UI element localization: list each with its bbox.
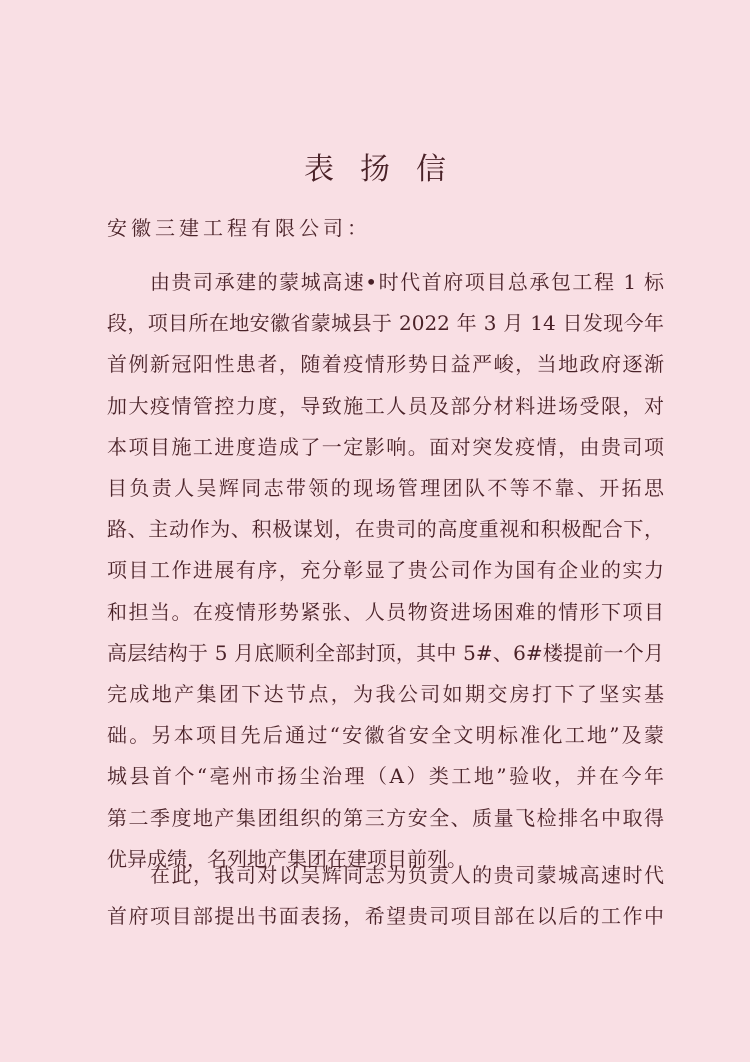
text-line: 和担当。在疫情形势紧张、人员物资进场困难的情形下项目 — [107, 599, 664, 624]
salutation: 安徽三建工程有限公司： — [107, 216, 371, 240]
text-line: 本项目施工进度造成了一定影响。面对突发疫情，由贵司项 — [107, 434, 664, 459]
text-line: 段，项目所在地安徽省蒙城县于 2022 年 3 月 14 日发现今年 — [107, 311, 664, 336]
text-line: 路、主动作为、积极谋划，在贵司的高度重视和积极配合下， — [107, 517, 664, 542]
text-line: 完成地产集团下达节点，为我公司如期交房打下了坚实基 — [107, 682, 664, 706]
text-line: 首府项目部提出书面表扬，希望贵司项目部在以后的工作中 — [107, 904, 664, 929]
text-line: 加大疫情管控力度，导致施工人员及部分材料进场受限，对 — [107, 393, 664, 418]
text-line: 在此，我司对以吴辉同志为负责人的贵司蒙城高速时代 — [150, 863, 664, 887]
text-line: 由贵司承建的蒙城高速•时代首府项目总承包工程 1 标 — [150, 270, 664, 294]
text-line: 第二季度地产集团组织的第三方安全、质量飞检排名中取得 — [107, 805, 664, 830]
text-line: 优异成绩，名列地产集团在建项目前列。 — [107, 846, 467, 871]
letter-title: 表扬信 — [304, 152, 472, 187]
text-line: 目负责人吴辉同志带领的现场管理团队不等不靠、开拓思 — [107, 476, 664, 500]
text-line: 城县首个“亳州市扬尘治理（A）类工地”验收，并在今年 — [107, 764, 664, 789]
text-line: 首例新冠阳性患者，随着疫情形势日益严峻，当地政府逐渐 — [107, 352, 664, 377]
text-line: 础。另本项目先后通过“安徽省安全文明标准化工地”及蒙 — [107, 723, 664, 748]
text-line: 高层结构于 5 月底顺利全部封顶，其中 5#、6#楼提前一个月 — [107, 640, 664, 665]
text-line: 项目工作进展有序，充分彰显了贵公司作为国有企业的实力 — [107, 558, 664, 583]
